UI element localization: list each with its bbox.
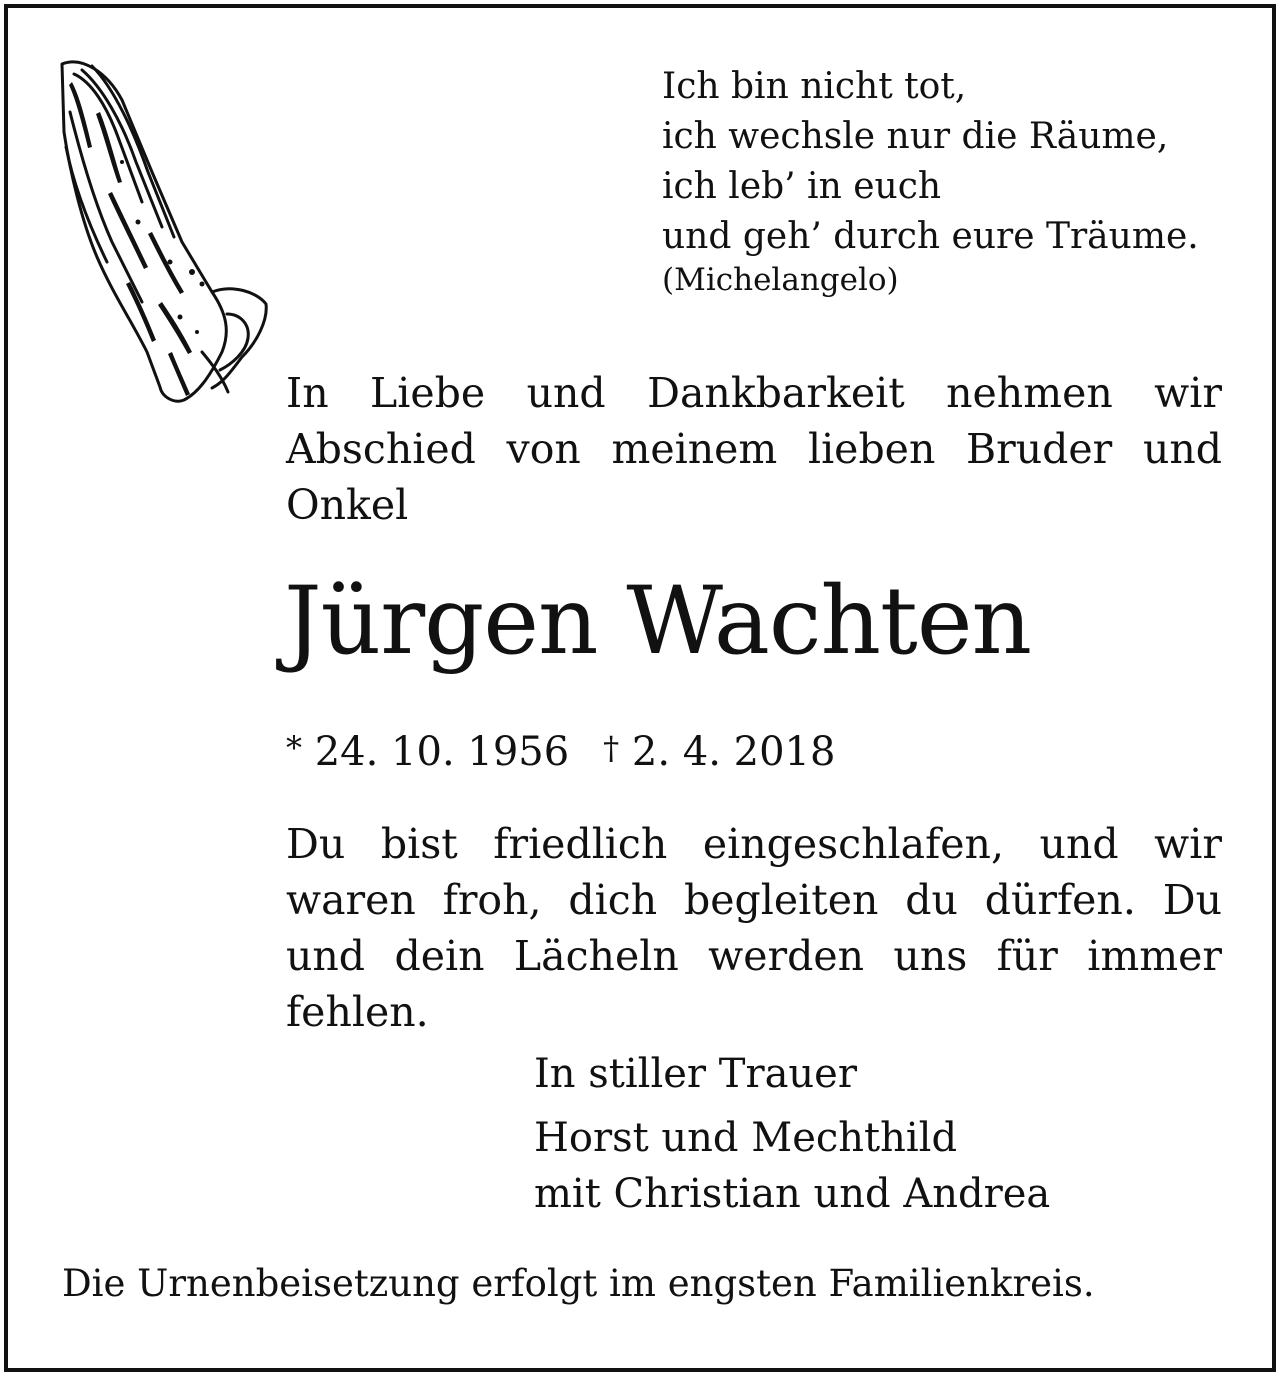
intro-line: In Liebe und Dankbarkeit nehmen wir — [286, 369, 1222, 417]
tribute-line: Du bist friedlich eingeschlafen, und wir — [286, 820, 1222, 868]
birth-symbol: * — [286, 729, 302, 767]
intro-line: Abschied von meinem lieben Bruder und — [286, 425, 1222, 473]
mourner-names: mit Christian und Andrea — [534, 1171, 1051, 1217]
deceased-name: Jürgen Wachten — [284, 567, 1031, 676]
tribute-text — [286, 816, 1222, 1040]
life-dates — [286, 720, 835, 780]
mourning-heading: In stiller Trauer — [534, 1051, 857, 1097]
poem-attribution: (Michelangelo) — [662, 262, 899, 298]
tribute-line: fehlen. — [286, 988, 429, 1036]
poem-line: Ich bin nicht tot, — [662, 66, 967, 107]
intro-text — [286, 365, 1222, 533]
death-symbol: † — [603, 729, 620, 767]
burial-note: Die Urnenbeisetzung erfolgt im engsten Familienkreis. — [62, 1262, 1095, 1305]
tribute-line: und dein Lächeln werden uns für immer — [286, 932, 1222, 980]
death-date: 2. 4. 2018 — [631, 729, 836, 775]
poem-line: ich leb’ in euch — [662, 166, 942, 207]
poem-line: ich wechsle nur die Räume, — [662, 116, 1169, 157]
birth-date: 24. 10. 1956 — [314, 729, 570, 775]
intro-line: Onkel — [286, 481, 409, 529]
mourner-names: Horst und Mechthild — [534, 1115, 958, 1161]
praying-hands-icon — [52, 52, 272, 412]
poem — [662, 62, 1199, 302]
poem-line: und geh’ durch eure Träume. — [662, 216, 1199, 257]
mourners-signature — [534, 1046, 1050, 1222]
tribute-line: waren froh, dich begleiten du dürfen. Du — [286, 876, 1222, 924]
